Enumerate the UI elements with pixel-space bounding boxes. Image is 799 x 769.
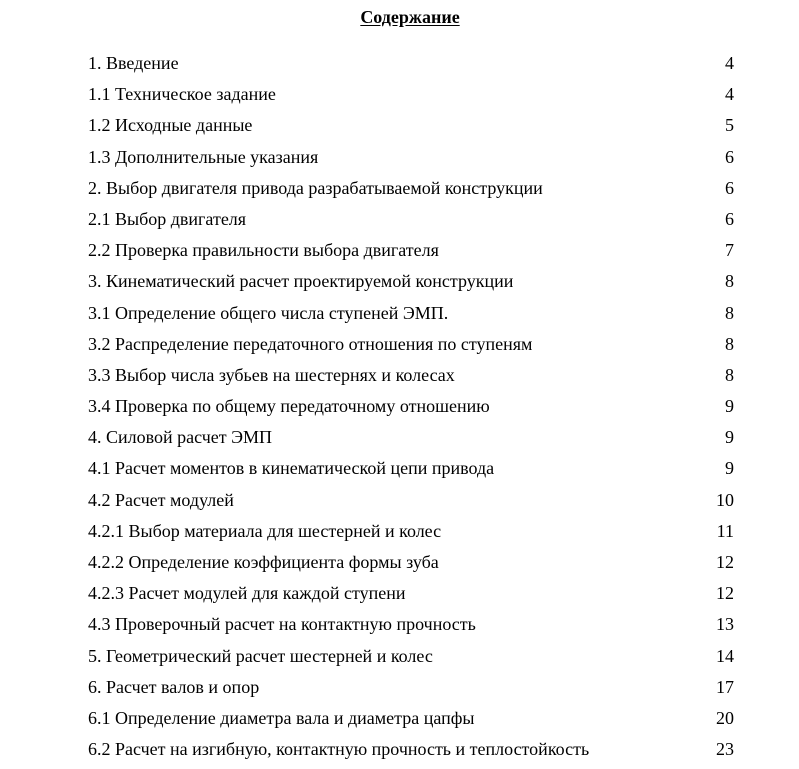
toc-entry-label: 2. Выбор двигателя привода разрабатываемой конструкции (88, 177, 543, 198)
toc-entry (88, 364, 734, 395)
toc-entry-label: 1. Введение (88, 53, 179, 73)
toc-entry-page: 4 (725, 53, 734, 73)
toc-entry (88, 395, 734, 426)
toc-entry-label: 4.2.1 Выбор материала для шестерней и колес (88, 520, 442, 541)
toc-entry-page: 8 (725, 302, 734, 323)
toc-entry-page: 8 (725, 333, 734, 354)
page-title: Содержание (360, 7, 460, 27)
toc-entry (88, 489, 734, 520)
toc-entry-label: 6.2 Расчет на изгибную, контактную прочность и теплостойкость (88, 739, 590, 760)
toc-entry-label: 4.3 Проверочный расчет на контактную прочность (88, 614, 476, 635)
toc-entry-label: 3.4 Проверка по общему передаточному отношению (88, 396, 490, 417)
table-of-contents (88, 52, 734, 769)
toc-entry-page: 13 (716, 614, 734, 635)
toc-entry-label: 6.1 Определение диаметра вала и диаметра цапфы (88, 707, 475, 728)
toc-entry (88, 83, 734, 114)
toc-entry-page: 8 (725, 364, 734, 385)
toc-entry-page: 6 (725, 177, 734, 198)
toc-entry-label: 4.2 Расчет модулей (88, 489, 234, 510)
toc-entry (88, 177, 734, 208)
toc-entry-page: 23 (716, 739, 734, 760)
toc-entry-page: 6 (725, 208, 734, 229)
toc-entry (88, 208, 734, 239)
toc-entry-page: 6 (725, 146, 734, 167)
toc-entry (88, 146, 734, 177)
toc-entry (88, 613, 734, 644)
toc-entry (88, 302, 734, 333)
toc-entry (88, 270, 734, 301)
toc-entry (88, 738, 734, 769)
toc-entry (88, 520, 734, 551)
toc-entry-label: 4.2.2 Определение коэффициента формы зуба (88, 552, 439, 572)
toc-entry-label: 3.3 Выбор числа зубьев на шестернях и колесах (88, 364, 455, 385)
toc-entry-page: 8 (725, 271, 734, 292)
toc-entry-page: 17 (716, 676, 734, 697)
toc-entry-page: 5 (725, 115, 734, 136)
toc-entry-page: 7 (725, 240, 734, 261)
toc-entry-label: 1.3 Дополнительные указания (88, 146, 319, 167)
toc-entry-label: 3. Кинематический расчет проектируемой конструкции (88, 271, 514, 292)
toc-entry-label: 6. Расчет валов и опор (88, 676, 260, 697)
toc-entry-label: 5. Геометрический расчет шестерней и колес (88, 645, 433, 666)
toc-entry-label: 3.1 Определение общего числа ступеней ЭМП. (88, 302, 449, 323)
toc-entry-page: 10 (716, 489, 734, 510)
toc-entry (88, 676, 734, 707)
toc-entry-page: 9 (725, 427, 734, 448)
toc-entry (88, 457, 734, 488)
toc-entry (88, 333, 734, 364)
toc-entry-page: 9 (725, 396, 734, 417)
toc-entry (88, 707, 734, 738)
toc-entry-label: 4. Силовой расчет ЭМП (88, 427, 273, 448)
toc-entry-page: 14 (716, 645, 734, 666)
toc-entry-label: 3.2 Распределение передаточного отношения по ступеням (88, 333, 533, 354)
toc-entry-page: 20 (716, 707, 734, 728)
toc-entry-page: 11 (716, 520, 734, 541)
toc-entry-label: 2.2 Проверка правильности выбора двигателя (88, 240, 439, 261)
toc-entry-page: 12 (716, 552, 734, 572)
toc-entry-label: 4.2.3 Расчет модулей для каждой ступени (88, 583, 406, 604)
toc-entry-label: 1.1 Техническое задание (88, 84, 276, 105)
toc-entry-label: 4.1 Расчет моментов в кинематической цепи привода (88, 458, 495, 479)
toc-entry (88, 114, 734, 145)
toc-entry (88, 645, 734, 676)
toc-entry-label: 2.1 Выбор двигателя (88, 208, 247, 229)
toc-entry (88, 52, 734, 83)
toc-entry-page: 12 (716, 583, 734, 604)
toc-entry-page: 4 (725, 84, 734, 105)
toc-entry (88, 426, 734, 457)
toc-entry (88, 239, 734, 270)
toc-entry-page: 9 (725, 458, 734, 479)
toc-entry (88, 582, 734, 613)
toc-entry-label: 1.2 Исходные данные (88, 115, 253, 136)
toc-entry (88, 551, 734, 582)
